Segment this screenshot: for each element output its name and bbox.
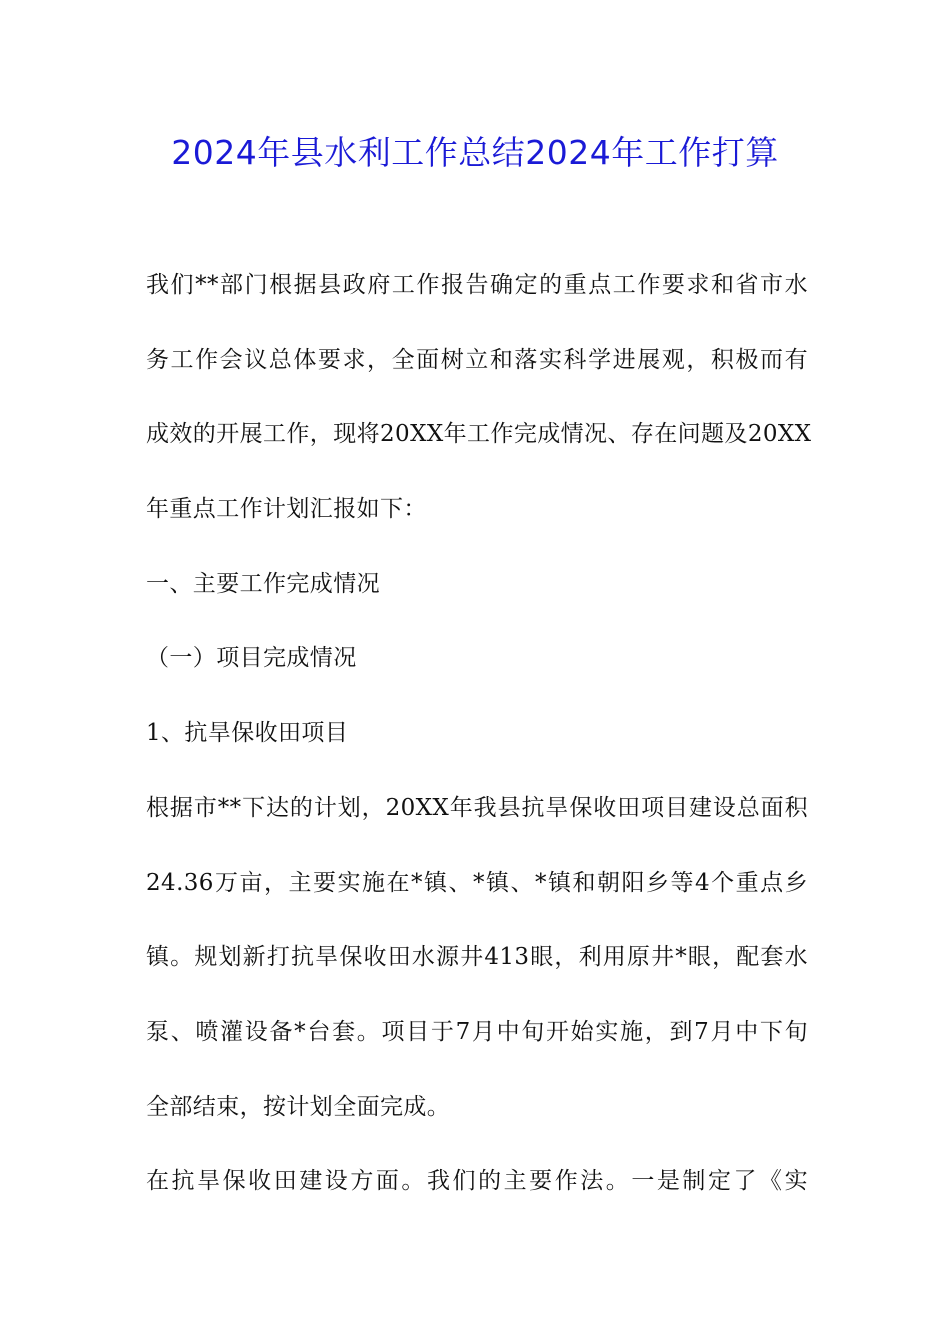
document-body xyxy=(146,264,812,1235)
paragraph-line: 务工作会议总体要求，全面树立和落实科学进展观，积极而有 xyxy=(146,346,808,373)
paragraph-line: 成效的开展工作，现将20XX年工作完成情况、存在问题及20XX xyxy=(146,421,812,448)
section-heading: 一、主要工作完成情况 xyxy=(146,570,380,597)
paragraph-line: 24.36万亩，主要实施在*镇、*镇、*镇和朝阳乡等4个重点乡 xyxy=(146,869,808,896)
paragraph-line: 镇。规划新打抗旱保收田水源井413眼，利用原井*眼，配套水 xyxy=(146,944,808,971)
paragraph-line: 我们**部门根据县政府工作报告确定的重点工作要求和省市水 xyxy=(146,272,808,298)
item-heading: 1、抗旱保收田项目 xyxy=(146,720,349,747)
paragraph-line: 在抗旱保收田建设方面。我们的主要作法。一是制定了《实 xyxy=(146,1168,808,1195)
paragraph-line: 年重点工作计划汇报如下： xyxy=(146,496,427,523)
paragraph-line: 泵、喷灌设备*台套。项目于7月中旬开始实施，到7月中下旬 xyxy=(146,1018,808,1045)
subsection-heading: （一）项目完成情况 xyxy=(146,645,357,672)
paragraph-line: 全部结束，按计划全面完成。 xyxy=(146,1093,451,1120)
paragraph-line: 根据市**下达的计划，20XX年我县抗旱保收田项目建设总面积 xyxy=(146,794,808,821)
document-title: 2024年县水利工作总结2024年工作打算 xyxy=(171,133,779,172)
